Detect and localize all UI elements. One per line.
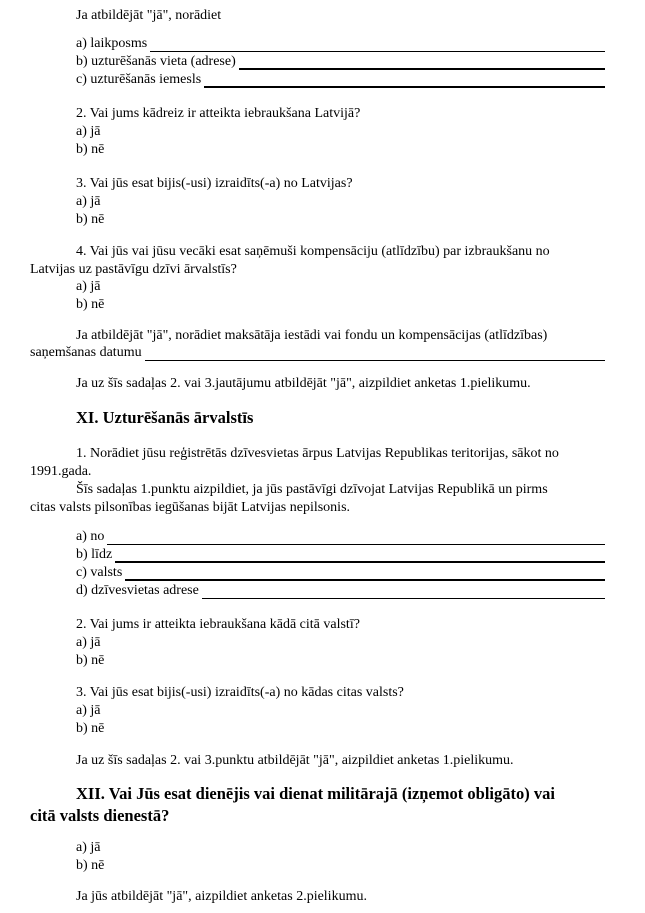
field-country-label: c) valsts — [76, 565, 123, 580]
field-period-label: a) laikposms — [76, 36, 148, 51]
question-4-option-yes[interactable]: a) jā — [76, 279, 101, 294]
section-xi-title: XI. Uzturēšanās ārvalstīs — [76, 408, 254, 427]
question-2: 2. Vai jums kādreiz ir atteikta iebraukšana Latvijā? — [76, 106, 361, 121]
field-country[interactable] — [76, 565, 605, 581]
field-until-label: b) līdz — [76, 547, 113, 562]
section-xi-q1-note-line2: citas valsts pilsonības iegūšanas bijāt Latvijas nepilsonis. — [30, 499, 351, 515]
section-xi-question-2-option-no[interactable]: b) nē — [76, 653, 105, 668]
section-xi-q1-line2: 1991.gada. — [30, 463, 92, 479]
field-stay-reason-label: c) uzturēšanās iemesls — [76, 72, 202, 87]
section-xi-question-2-option-yes[interactable]: a) jā — [76, 635, 101, 650]
appendix-note-1: Ja uz šīs sadaļas 2. vai 3.jautājumu atbildējāt "jā", aizpildiet anketas 1.pielikumu. — [76, 376, 531, 391]
question-3-option-yes[interactable]: a) jā — [76, 194, 101, 209]
question-3: 3. Vai jūs esat bijis(-usi) izraidīts(-a) no Latvijas? — [76, 176, 353, 191]
field-stay-place-line[interactable] — [239, 56, 605, 70]
field-residence-address-label: d) dzīvesvietas adrese — [76, 583, 199, 598]
field-until-line[interactable] — [115, 549, 605, 563]
section-xi-question-2: 2. Vai jums ir atteikta iebraukšana kādā citā valstī? — [76, 617, 360, 632]
field-from-label: a) no — [76, 529, 105, 544]
section-xi-q1-note-line1: Šīs sadaļas 1.punktu aizpildiet, ja jūs pastāvīgi dzīvojat Latvijas Republikā un pirms — [76, 482, 548, 497]
question-4-line2: Latvijas uz pastāvīgu dzīvi ārvalstīs? — [30, 261, 237, 277]
question-4-followup — [30, 327, 605, 345]
field-from[interactable] — [76, 529, 605, 545]
field-until[interactable] — [76, 547, 605, 563]
field-stay-place[interactable] — [76, 54, 605, 70]
field-residence-address[interactable] — [76, 583, 605, 599]
question-2-option-yes[interactable]: a) jā — [76, 124, 101, 139]
section-xii-title — [30, 783, 605, 827]
question-4-followup-line1: Ja atbildējāt "jā", norādiet maksātāja iestādi vai fondu un kompensācijas (atlīdzības) — [76, 328, 548, 343]
section-xi-q1-note — [30, 481, 605, 516]
field-stay-place-label: b) uzturēšanās vieta (adrese) — [76, 54, 236, 69]
field-period-line[interactable] — [150, 39, 605, 52]
section-xi-question-3-option-yes[interactable]: a) jā — [76, 703, 101, 718]
question-2-option-no[interactable]: b) nē — [76, 142, 105, 157]
field-compensation-date[interactable] — [30, 344, 605, 361]
question-4 — [30, 243, 605, 278]
section-xi-question-3: 3. Vai jūs esat bijis(-usi) izraidīts(-a) no kādas citas valsts? — [76, 685, 404, 700]
section-xii-option-no[interactable]: b) nē — [76, 858, 105, 873]
section-xi-q1-line1: 1. Norādiet jūsu reģistrētās dzīvesvietas ārpus Latvijas Republikas teritorijas, sākot no — [76, 446, 559, 461]
question-4-followup-line2: saņemšanas datumu — [30, 345, 142, 360]
field-country-line[interactable] — [125, 567, 605, 581]
section-xii-option-yes[interactable]: a) jā — [76, 840, 101, 855]
field-period[interactable] — [76, 36, 605, 52]
question-4-option-no[interactable]: b) nē — [76, 297, 105, 312]
field-from-line[interactable] — [107, 532, 605, 545]
section-xi-question-3-option-no[interactable]: b) nē — [76, 721, 105, 736]
question-3-option-no[interactable]: b) nē — [76, 212, 105, 227]
field-residence-address-line[interactable] — [202, 586, 605, 599]
appendix-note-2: Ja uz šīs sadaļas 2. vai 3.punktu atbildējāt "jā", aizpildiet anketas 1.pielikumu. — [76, 753, 514, 768]
if-yes-intro: Ja atbildējāt "jā", norādiet — [76, 8, 222, 23]
field-compensation-date-line[interactable] — [145, 348, 605, 361]
section-xii-title-line1: XII. Vai Jūs esat dienējis vai dienat militārajā (izņemot obligāto) vai — [76, 784, 555, 803]
section-xi-question-1 — [30, 445, 605, 480]
appendix-note-3: Ja jūs atbildējāt "jā", aizpildiet anketas 2.pielikumu. — [76, 889, 367, 904]
field-stay-reason[interactable] — [76, 72, 605, 88]
field-stay-reason-line[interactable] — [204, 74, 605, 88]
question-4-line1: 4. Vai jūs vai jūsu vecāki esat saņēmuši kompensāciju (atlīdzību) par izbraukšanu no — [76, 244, 550, 259]
section-xii-title-line2: citā valsts dienestā? — [30, 806, 170, 825]
